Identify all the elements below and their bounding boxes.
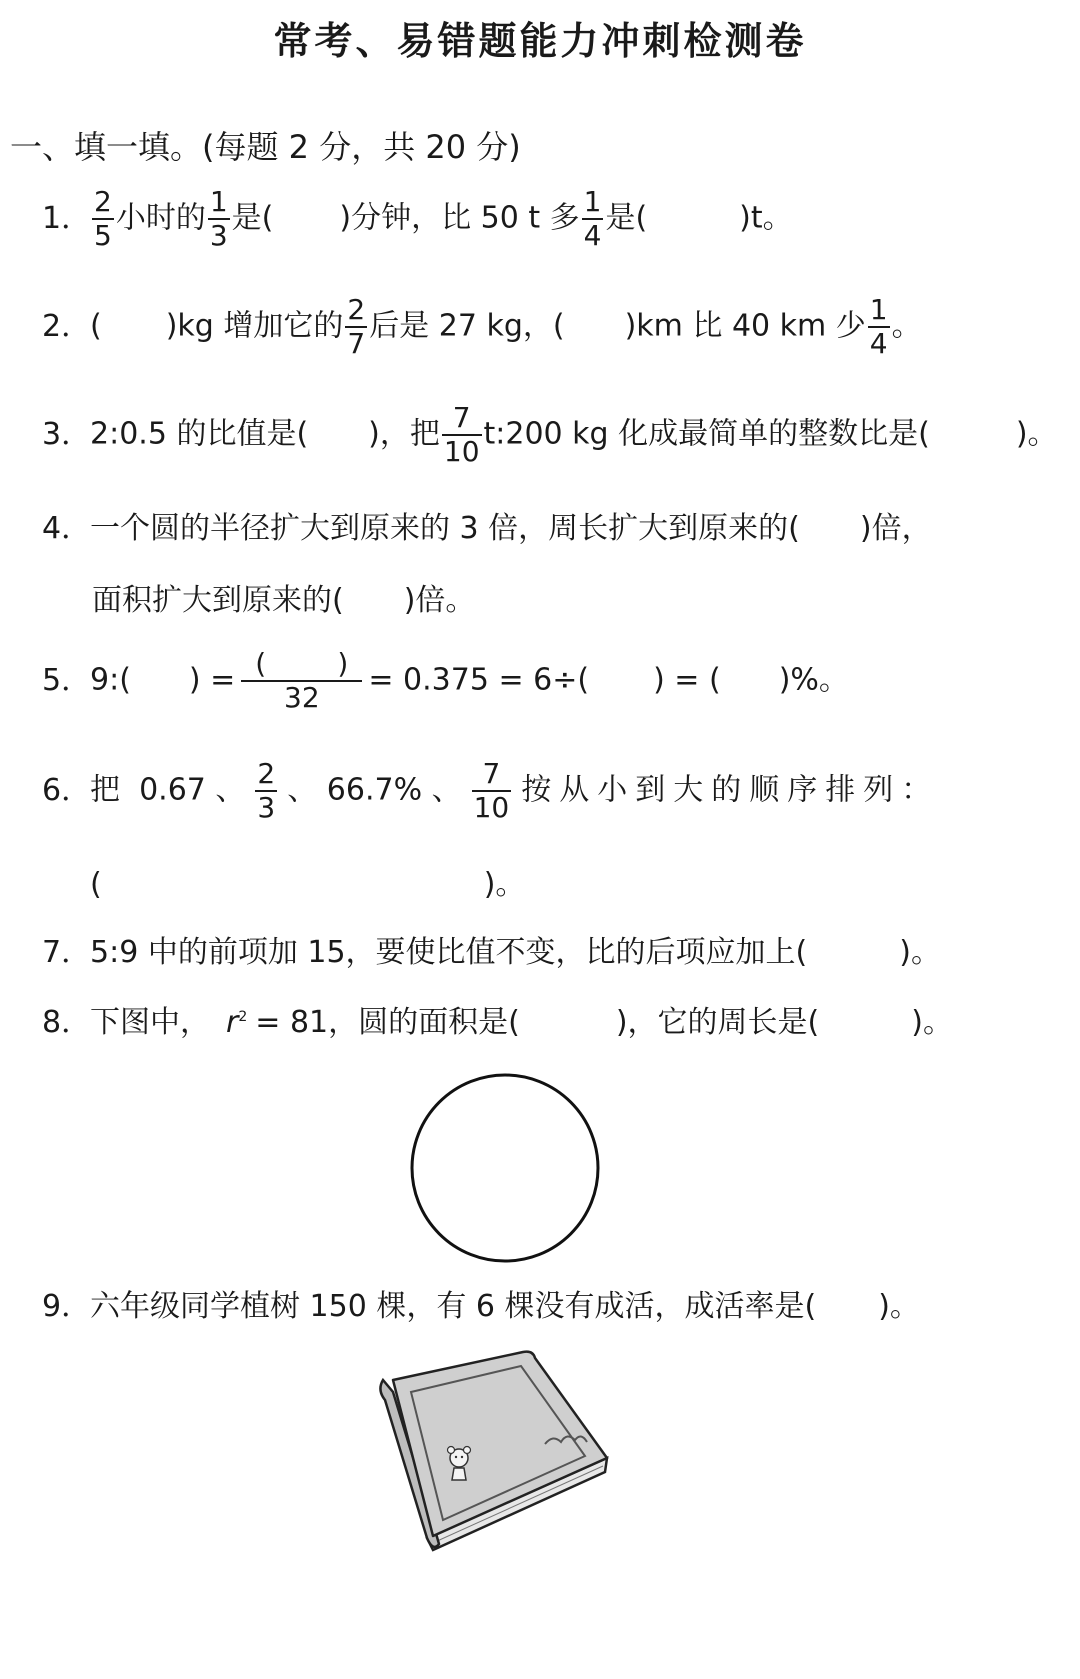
question-text: 六年级同学植树 150 棵，有 6 棵没有成活，成活率是( bbox=[90, 1289, 817, 1324]
question-7 bbox=[42, 935, 941, 970]
question-text: )kg 增加它的 bbox=[165, 308, 344, 344]
question-text: t:200 kg 化成最简单的整数比是( bbox=[483, 416, 930, 452]
question-number: 2． bbox=[42, 308, 92, 344]
exponent: 2 bbox=[238, 1009, 248, 1025]
question-text: )%。 bbox=[778, 662, 849, 698]
question-text: 面积扩大到原来的( bbox=[92, 583, 344, 618]
question-text: ) = ( bbox=[653, 662, 721, 698]
question-2 bbox=[42, 293, 922, 360]
question-text: )分钟，比 50 t 多 bbox=[339, 200, 580, 236]
fraction: $\frac{7}{10}$ bbox=[473, 757, 510, 824]
question-9 bbox=[42, 1289, 920, 1324]
question-8 bbox=[42, 1005, 953, 1040]
question-text: )。 bbox=[1015, 416, 1058, 452]
fraction: $\frac{( )}{32}$ bbox=[241, 650, 362, 712]
question-4 bbox=[42, 511, 932, 546]
question-6-line-2 bbox=[90, 867, 526, 902]
fraction: $\frac{2}{7}$ bbox=[347, 293, 366, 360]
question-text: 是( bbox=[231, 200, 274, 236]
question-number: 6． bbox=[42, 772, 92, 808]
question-number: 8． bbox=[42, 1005, 92, 1040]
question-text: )倍， bbox=[859, 511, 932, 546]
question-text: )，把 bbox=[368, 416, 440, 452]
question-3 bbox=[42, 401, 1058, 468]
circle-figure bbox=[405, 1072, 605, 1272]
fraction: $\frac{1}{4}$ bbox=[583, 185, 602, 252]
question-number: 4． bbox=[42, 511, 92, 546]
section-heading: 一、填一填。(每题 2 分，共 20 分) bbox=[10, 128, 521, 166]
question-number: 9． bbox=[42, 1289, 92, 1324]
question-6 bbox=[42, 757, 940, 824]
book-illustration bbox=[375, 1340, 615, 1560]
question-1 bbox=[42, 185, 793, 252]
question-text: )。 bbox=[899, 935, 941, 970]
question-text: )t。 bbox=[739, 200, 793, 236]
question-number: 5． bbox=[42, 662, 92, 698]
question-text: ( bbox=[90, 308, 102, 344]
question-4-line-2 bbox=[92, 583, 476, 618]
question-text: 9:( bbox=[90, 662, 131, 698]
question-text: )。 bbox=[483, 867, 526, 902]
fraction: $\frac{2}{3}$ bbox=[257, 757, 276, 824]
question-text: ) = bbox=[188, 662, 236, 698]
question-text: )倍。 bbox=[403, 583, 476, 618]
fraction: $\frac{1}{4}$ bbox=[869, 293, 888, 360]
question-number: 7． bbox=[42, 935, 92, 970]
question-text: 后是 27 kg，( bbox=[369, 308, 565, 344]
question-text: 2:0.5 的比值是( bbox=[90, 416, 309, 452]
question-number: 3． bbox=[42, 416, 92, 452]
question-text: = 0.375 = 6÷( bbox=[368, 662, 590, 698]
question-text: )。 bbox=[878, 1289, 920, 1324]
fraction: $\frac{2}{5}$ bbox=[94, 185, 112, 252]
fraction: $\frac{1}{3}$ bbox=[209, 185, 228, 252]
radius-symbol: r bbox=[226, 1005, 239, 1040]
question-text: 是( bbox=[605, 200, 648, 236]
question-text: = 81，圆的面积是( bbox=[255, 1005, 520, 1040]
question-text: 一个圆的半径扩大到原来的 3 倍，周长扩大到原来的( bbox=[90, 511, 800, 546]
question-5 bbox=[42, 647, 849, 714]
question-text: 按从小到大的顺序排列： bbox=[521, 772, 940, 808]
question-text: )km 比 40 km 少 bbox=[624, 308, 866, 344]
question-text: 下图中， bbox=[90, 1005, 210, 1040]
page-title: 常考、易错题能力冲刺检测卷 bbox=[273, 19, 807, 63]
question-number: 1． bbox=[42, 200, 92, 236]
question-text: 小时的 bbox=[115, 200, 206, 236]
question-text: ( bbox=[90, 867, 102, 902]
question-text: )，它的周长是( bbox=[615, 1005, 820, 1040]
question-text: 。 bbox=[891, 308, 922, 344]
question-text: 把 0.67 、 bbox=[90, 772, 246, 808]
fraction: $\frac{7}{10}$ bbox=[443, 401, 480, 468]
question-text: 5:9 中的前项加 15，要使比值不变，比的后项应加上( bbox=[90, 935, 808, 970]
question-text: )。 bbox=[911, 1005, 953, 1040]
question-text: 、 66.7% 、 bbox=[287, 772, 462, 808]
